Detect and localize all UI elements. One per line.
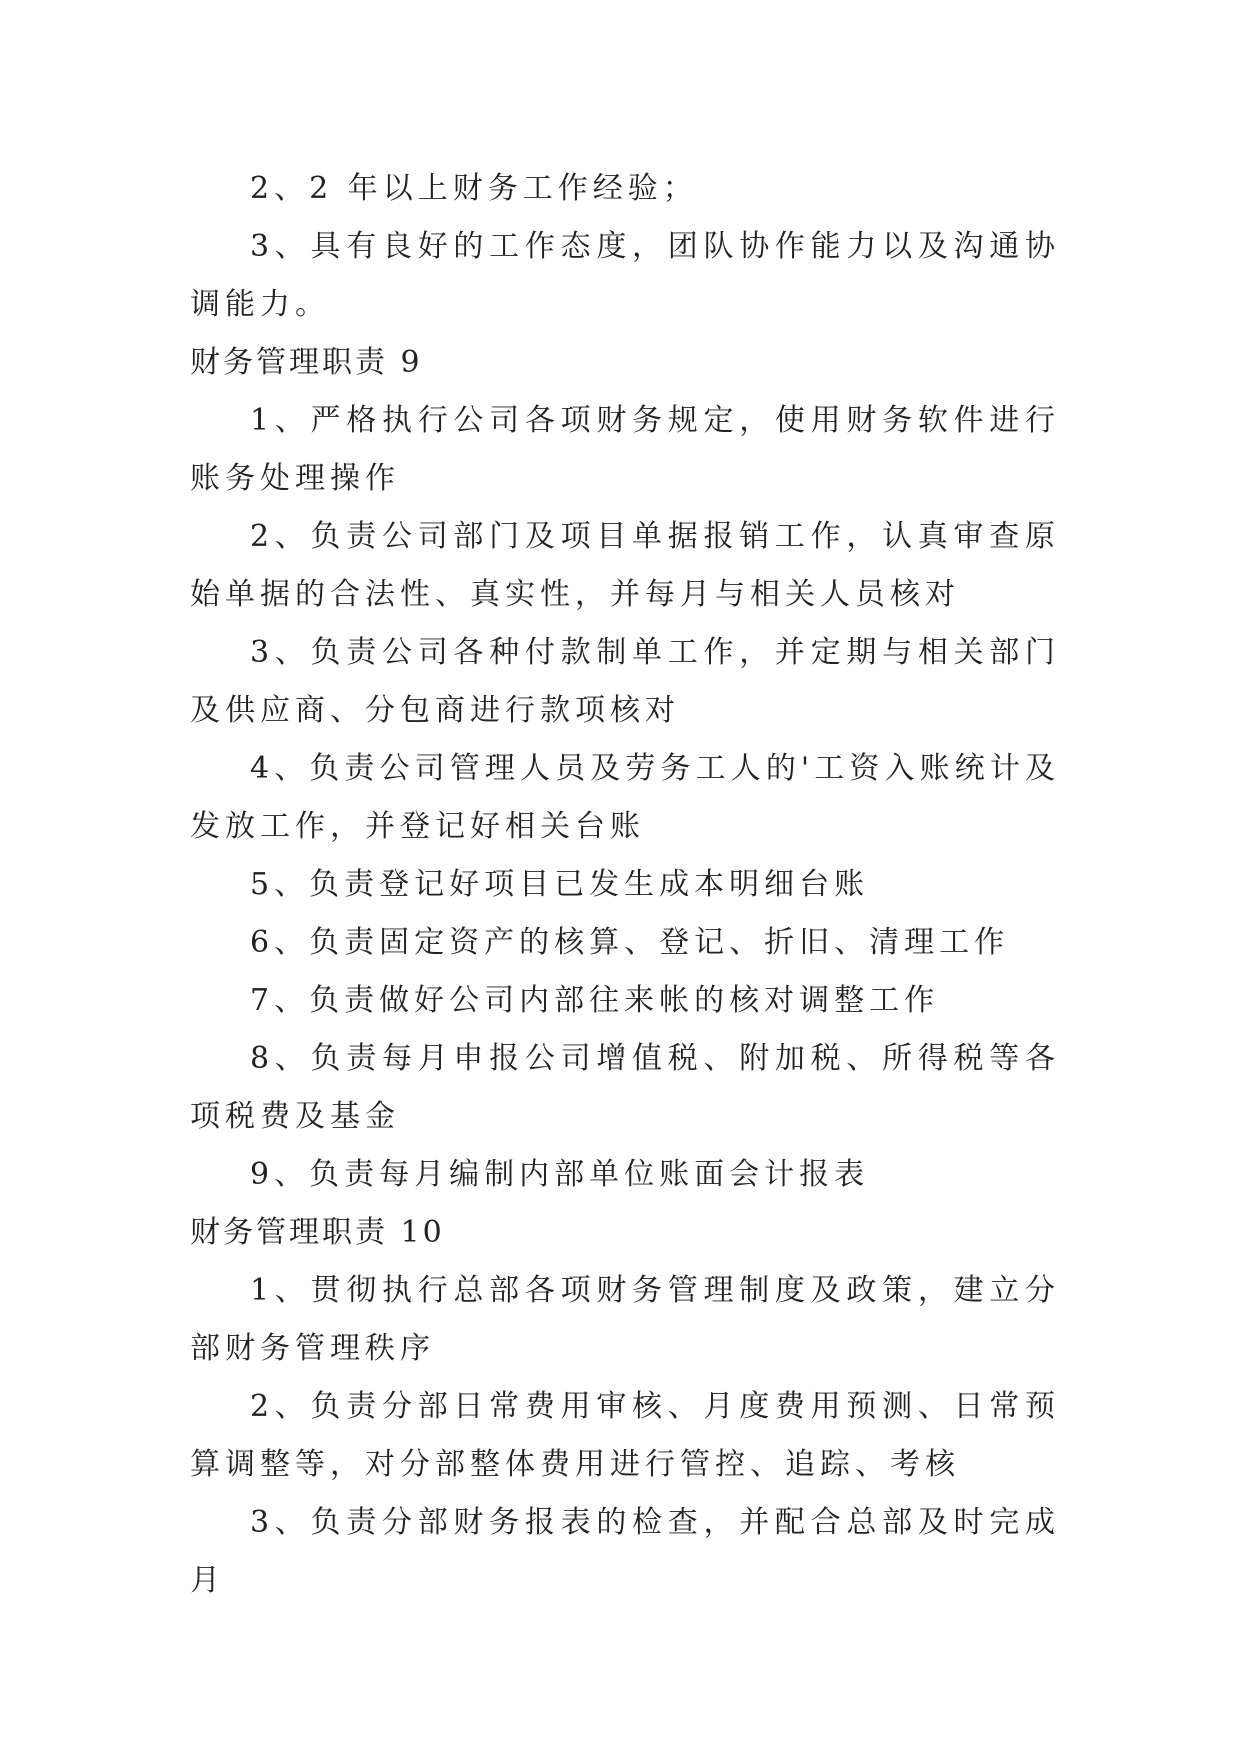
list-item: 9、负责每月编制内部单位账面会计报表 — [250, 1157, 870, 1192]
list-item: 2、负责分部日常费用审核、月度费用预测、日常预算调整等，对分部整体费用进行管控、追踪、考核 — [190, 1389, 1060, 1482]
list-item: 6、负责固定资产的核算、登记、折旧、清理工作 — [250, 925, 1010, 960]
list-item: 1、严格执行公司各项财务规定，使用财务软件进行账务处理操作 — [190, 403, 1060, 496]
list-item: 1、贯彻执行总部各项财务管理制度及政策，建立分部财务管理秩序 — [190, 1273, 1060, 1366]
list-item: 4、负责公司管理人员及劳务工人的'工资入账统计及发放工作，并登记好相关台账 — [190, 751, 1060, 844]
section-heading: 财务管理职责 10 — [190, 1215, 445, 1250]
list-item: 8、负责每月申报公司增值税、附加税、所得税等各项税费及基金 — [190, 1041, 1060, 1134]
list-item: 3、负责公司各种付款制单工作，并定期与相关部门及供应商、分包商进行款项核对 — [190, 635, 1060, 728]
section-heading: 财务管理职责 9 — [190, 345, 423, 380]
list-item: 2、2 年以上财务工作经验； — [250, 171, 698, 206]
list-item: 3、负责分部财务报表的检查，并配合总部及时完成月 — [190, 1505, 1060, 1598]
list-item: 2、负责公司部门及项目单据报销工作，认真审查原始单据的合法性、真实性，并每月与相关人员核对 — [190, 519, 1060, 612]
list-item: 7、负责做好公司内部往来帐的核对调整工作 — [250, 983, 940, 1018]
document-body — [190, 160, 1060, 1610]
list-item: 3、具有良好的工作态度，团队协作能力以及沟通协调能力。 — [190, 229, 1060, 322]
list-item: 5、负责登记好项目已发生成本明细台账 — [250, 867, 870, 902]
